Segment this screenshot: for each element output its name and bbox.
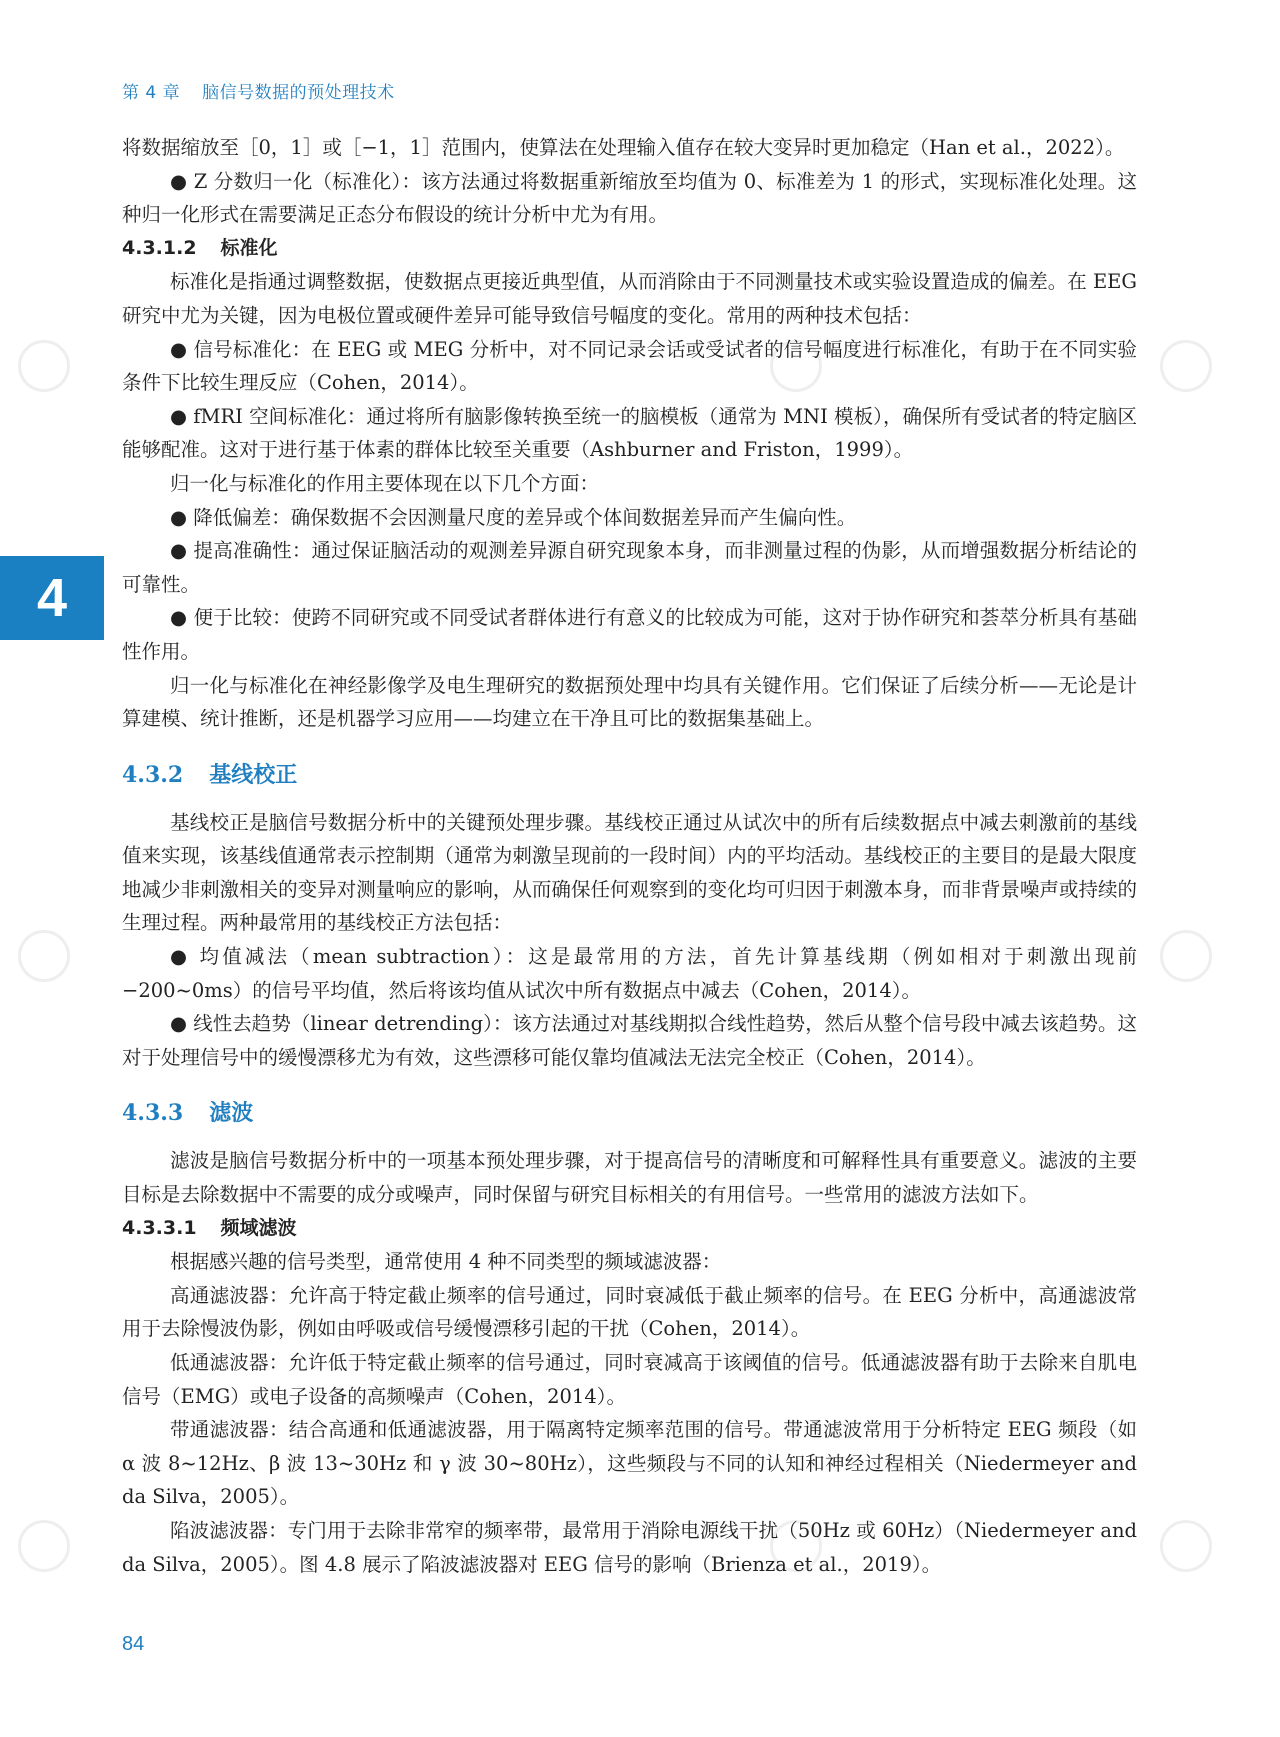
watermark-seal xyxy=(1160,930,1212,982)
watermark-seal xyxy=(1160,1520,1212,1572)
paragraph: ● 信号标准化：在 EEG 或 MEG 分析中，对不同记录会话或受试者的信号幅度进行标准化，有助于在不同实验条件下比较生理反应（Cohen，2014）。 xyxy=(122,337,1137,395)
section-title: 基线校正 xyxy=(209,761,298,788)
section-number: 4.3.3 xyxy=(122,1100,184,1127)
running-header xyxy=(122,78,395,103)
chapter-number: 第 4 章 xyxy=(122,83,181,103)
section-heading xyxy=(122,1096,1137,1130)
chapter-title: 脑信号数据的预处理技术 xyxy=(202,83,395,103)
paragraph: 陷波滤波器：专门用于去除非常窄的频率带，最常用于消除电源线干扰（50Hz 或 60Hz）（Niedermeyer and da Silva，2005）。图 4.8 展示了陷波滤波器对 EEG 信号的影响（Brienza et al.，2019）。 xyxy=(122,1518,1137,1576)
subsection-heading xyxy=(122,1212,1137,1246)
watermark-seal xyxy=(18,340,70,392)
page-body xyxy=(122,131,1137,1581)
paragraph: ● 降低偏差：确保数据不会因测量尺度的差异或个体间数据差异而产生偏向性。 xyxy=(170,505,857,529)
subsection-title: 标准化 xyxy=(220,236,278,259)
paragraph: 归一化与标准化在神经影像学及电生理研究的数据预处理中均具有关键作用。它们保证了后续分析——无论是计算建模、统计推断，还是机器学习应用——均建立在干净且可比的数据集基础上。 xyxy=(122,673,1137,731)
watermark-seal xyxy=(1160,340,1212,392)
section-number: 4.3.2 xyxy=(122,761,184,788)
chapter-tab: 4 xyxy=(0,556,104,640)
page-number: 84 xyxy=(122,1633,145,1655)
section-heading xyxy=(122,758,1137,792)
paragraph: ● Z 分数归一化（标准化）：该方法通过将数据重新缩放至均值为 0、标准差为 1 的形式，实现标准化处理。这种归一化形式在需要满足正态分布假设的统计分析中尤为有用。 xyxy=(122,169,1137,227)
paragraph: ● fMRI 空间标准化：通过将所有脑影像转换至统一的脑模板（通常为 MNI 模板），确保所有受试者的特定脑区能够配准。这对于进行基于体素的群体比较至关重要（Ashburner and Friston，1999）。 xyxy=(122,404,1137,462)
subsection-number: 4.3.1.2 xyxy=(122,236,197,259)
paragraph: 高通滤波器：允许高于特定截止频率的信号通过，同时衰减低于截止频率的信号。在 EEG 分析中，高通滤波常用于去除慢波伪影，例如由呼吸或信号缓慢漂移引起的干扰（Cohen，2014）。 xyxy=(122,1283,1137,1341)
paragraph: 基线校正是脑信号数据分析中的关键预处理步骤。基线校正通过从试次中的所有后续数据点中减去刺激前的基线值来实现，该基线值通常表示控制期（通常为刺激呈现前的一段时间）内的平均活动。基线校正的主要目的是最大限度地减少非刺激相关的变异对测量响应的影响，从而确保任何观察到的变化均可归因于刺激本身，而非背景噪声或持续的生理过程。两种最常用的基线校正方法包括： xyxy=(122,810,1137,935)
paragraph: ● 提高准确性：通过保证脑活动的观测差异源自研究现象本身，而非测量过程的伪影，从而增强数据分析结论的可靠性。 xyxy=(122,539,1137,596)
watermark-seal xyxy=(18,930,70,982)
paragraph: 带通滤波器：结合高通和低通滤波器，用于隔离特定频率范围的信号。带通滤波常用于分析特定 EEG 频段（如 α 波 8~12Hz、β 波 13~30Hz 和 γ 波 30~80Hz），这些频段与不同的认知和神经过程相关（Niedermeyer and da Silva，2005）。 xyxy=(122,1418,1137,1509)
subsection-number: 4.3.3.1 xyxy=(122,1216,197,1239)
paragraph: 归一化与标准化的作用主要体现在以下几个方面： xyxy=(170,471,600,495)
paragraph: ● 便于比较：使跨不同研究或不同受试者群体进行有意义的比较成为可能，这对于协作研究和荟萃分析具有基础性作用。 xyxy=(122,606,1137,663)
section-title: 滤波 xyxy=(209,1100,254,1127)
paragraph: 根据感兴趣的信号类型，通常使用 4 种不同类型的频域滤波器： xyxy=(170,1250,722,1274)
paragraph: 标准化是指通过调整数据，使数据点更接近典型值，从而消除由于不同测量技术或实验设置造成的偏差。在 EEG 研究中尤为关键，因为电极位置或硬件差异可能导致信号幅度的变化。常用的两种技术包括： xyxy=(122,270,1137,327)
paragraph: ● 线性去趋势（linear detrending）：该方法通过对基线期拟合线性趋势，然后从整个信号段中减去该趋势。这对于处理信号中的缓慢漂移尤为有效，这些漂移可能仅靠均值减法无法完全校正（Cohen，2014）。 xyxy=(122,1012,1137,1069)
subsection-heading xyxy=(122,232,1137,266)
paragraph: 滤波是脑信号数据分析中的一项基本预处理步骤，对于提高信号的清晰度和可解释性具有重要意义。滤波的主要目标是去除数据中不需要的成分或噪声，同时保留与研究目标相关的有用信号。一些常用的滤波方法如下。 xyxy=(122,1149,1137,1207)
paragraph: 将数据缩放至［0，1］或［−1，1］范围内，使算法在处理输入值存在较大变异时更加稳定（Han et al.，2022）。 xyxy=(122,136,1125,159)
subsection-title: 频域滤波 xyxy=(220,1216,297,1239)
paragraph: ● 均值减法（mean subtraction）：这是最常用的方法，首先计算基线期（例如相对于刺激出现前 −200~0ms）的信号平均值，然后将该均值从试次中所有数据点中减去（Cohen，2014）。 xyxy=(122,945,1137,1002)
paragraph: 低通滤波器：允许低于特定截止频率的信号通过，同时衰减高于该阈值的信号。低通滤波器有助于去除来自肌电信号（EMG）或电子设备的高频噪声（Cohen，2014）。 xyxy=(122,1351,1137,1408)
watermark-seal xyxy=(18,1520,70,1572)
